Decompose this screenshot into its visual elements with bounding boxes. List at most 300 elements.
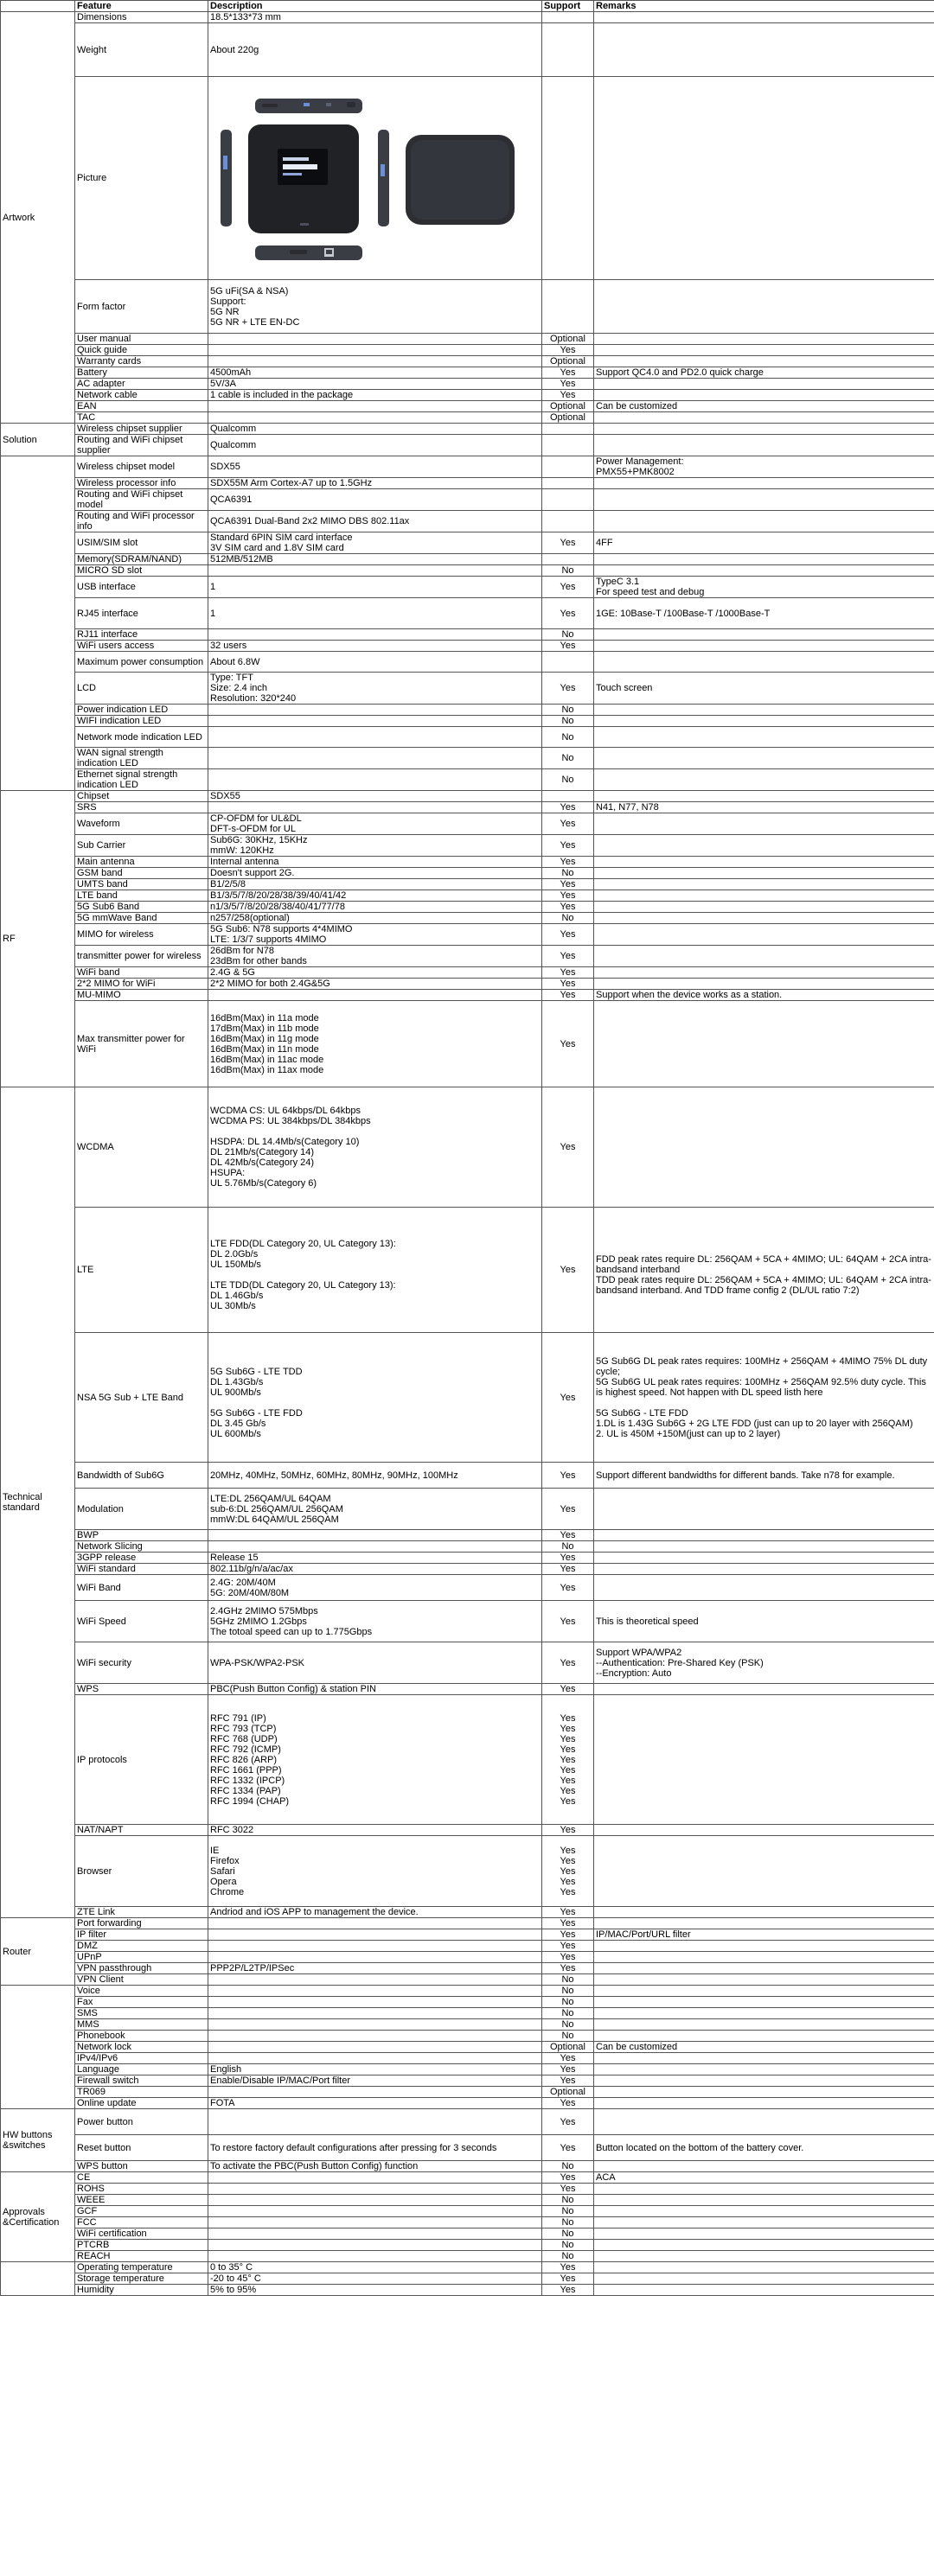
description-cell <box>208 2184 542 2195</box>
table-row <box>1 2008 934 2019</box>
description-cell: 5G Sub6: N78 supports 4*4MIMO LTE: 1/3/7 supports 4MIMO <box>208 924 542 946</box>
feature-cell: Wireless chipset supplier <box>75 424 208 435</box>
feature-cell: Browser <box>75 1836 208 1907</box>
remarks-cell <box>594 2273 934 2285</box>
table-row <box>1 1997 934 2008</box>
description-cell <box>208 2206 542 2217</box>
header-feature: Feature <box>75 1 208 12</box>
feature-cell: VPN passthrough <box>75 1963 208 1974</box>
support-cell <box>542 511 594 532</box>
table-row <box>1 2217 934 2228</box>
table-row <box>1 1963 934 1974</box>
description-cell: About 220g <box>208 23 542 77</box>
remarks-cell <box>594 565 934 577</box>
table-row <box>1 1836 934 1907</box>
support-cell: Yes <box>542 1489 594 1530</box>
table-row <box>1 652 934 673</box>
description-cell <box>208 1974 542 1986</box>
header-description: Description <box>208 1 542 12</box>
support-cell: No <box>542 2008 594 2019</box>
description-cell: Release 15 <box>208 1553 542 1564</box>
category-cell: Solution <box>1 424 75 456</box>
description-cell: 512MB/512MB <box>208 554 542 565</box>
description-cell: RFC 3022 <box>208 1825 542 1836</box>
remarks-cell <box>594 2053 934 2064</box>
support-cell: Yes <box>542 2262 594 2273</box>
table-row <box>1 435 934 456</box>
description-cell: FOTA <box>208 2098 542 2109</box>
description-cell: Qualcomm <box>208 424 542 435</box>
support-cell: Yes <box>542 641 594 652</box>
remarks-cell <box>594 424 934 435</box>
table-row <box>1 23 934 77</box>
feature-cell: Power button <box>75 2109 208 2135</box>
description-cell <box>208 727 542 748</box>
remarks-cell: 5G Sub6G DL peak rates requires: 100MHz + 256QAM + 4MIMO 75% DL duty cycle; 5G Sub6G UL peak rates requires: 100MHz + 256QAM 92.5% duty cycle. This is highest speed. Not happen with DL speed listh here 5G Sub6G - LTE FDD 1.DL is 1.43G Sub6G + 2G LTE FDD (just can up to 20 layer with 256QAM) 2. UL is 450M +150M(just can up to 2 layer) <box>594 1333 934 1463</box>
feature-cell: Warranty cards <box>75 356 208 367</box>
remarks-cell <box>594 1941 934 1952</box>
table-row <box>1 412 934 424</box>
feature-cell: 3GPP release <box>75 1553 208 1564</box>
remarks-cell <box>594 652 934 673</box>
table-row <box>1 2042 934 2053</box>
table-row <box>1 77 934 280</box>
feature-cell: Humidity <box>75 2285 208 2296</box>
description-cell: 2.4G: 20M/40M 5G: 20M/40M/80M <box>208 1575 542 1601</box>
table-row <box>1 857 934 868</box>
remarks-cell <box>594 835 934 857</box>
feature-cell: WAN signal strength indication LED <box>75 748 208 769</box>
remarks-cell <box>594 1553 934 1564</box>
support-cell: Yes <box>542 1564 594 1575</box>
description-cell: PPP2P/L2TP/IPSec <box>208 1963 542 1974</box>
support-cell <box>542 478 594 489</box>
description-cell: 2*2 MIMO for both 2.4G&5G <box>208 979 542 990</box>
support-cell: No <box>542 2019 594 2031</box>
remarks-cell <box>594 2251 934 2262</box>
support-cell: Yes <box>542 1907 594 1918</box>
support-cell: No <box>542 913 594 924</box>
support-cell: Yes <box>542 345 594 356</box>
feature-cell: Form factor <box>75 280 208 334</box>
remarks-cell <box>594 1684 934 1695</box>
feature-cell: Storage temperature <box>75 2273 208 2285</box>
table-row <box>1 1825 934 1836</box>
feature-cell: Bandwidth of Sub6G <box>75 1463 208 1489</box>
description-cell: Qualcomm <box>208 435 542 456</box>
table-row <box>1 1918 934 1929</box>
remarks-cell <box>594 1695 934 1825</box>
remarks-cell <box>594 280 934 334</box>
support-cell <box>542 456 594 478</box>
remarks-cell <box>594 2064 934 2075</box>
description-cell: 5G Sub6G - LTE TDD DL 1.43Gb/s UL 900Mb/s 5G Sub6G - LTE FDD DL 3.45 Gb/s UL 600Mb/s <box>208 1333 542 1463</box>
support-cell: Yes <box>542 673 594 705</box>
remarks-cell: ACA <box>594 2172 934 2184</box>
table-row <box>1 1001 934 1087</box>
table-row <box>1 2228 934 2240</box>
feature-cell: WPS <box>75 1684 208 1695</box>
description-cell <box>208 401 542 412</box>
feature-cell: LTE <box>75 1208 208 1333</box>
category-cell: Artwork <box>1 12 75 424</box>
remarks-cell <box>594 1087 934 1208</box>
table-row <box>1 1553 934 1564</box>
remarks-cell <box>594 2019 934 2031</box>
feature-cell: LTE band <box>75 890 208 902</box>
support-cell: No <box>542 1986 594 1997</box>
feature-cell: NAT/NAPT <box>75 1825 208 1836</box>
description-cell <box>208 345 542 356</box>
support-cell: Optional <box>542 401 594 412</box>
description-cell <box>208 2008 542 2019</box>
support-cell: Yes <box>542 1333 594 1463</box>
description-cell <box>208 2053 542 2064</box>
feature-cell: MIMO for wireless <box>75 924 208 946</box>
description-cell <box>208 705 542 716</box>
description-cell: SDX55 <box>208 456 542 478</box>
description-cell: Internal antenna <box>208 857 542 868</box>
table-row <box>1 1929 934 1941</box>
category-cell <box>1 1986 75 2109</box>
description-cell: Doesn't support 2G. <box>208 868 542 879</box>
support-cell: Yes <box>542 2273 594 2285</box>
remarks-cell <box>594 1907 934 1918</box>
description-cell <box>208 2109 542 2135</box>
support-cell: Yes <box>542 1918 594 1929</box>
support-cell: Yes <box>542 802 594 813</box>
table-row <box>1 2109 934 2135</box>
support-cell: Optional <box>542 412 594 424</box>
feature-cell: 5G Sub6 Band <box>75 902 208 913</box>
support-cell: Yes <box>542 979 594 990</box>
table-row <box>1 2135 934 2161</box>
feature-cell: ZTE Link <box>75 1907 208 1918</box>
remarks-cell <box>594 1952 934 1963</box>
feature-cell: Port forwarding <box>75 1918 208 1929</box>
feature-cell: IP protocols <box>75 1695 208 1825</box>
description-cell <box>208 1541 542 1553</box>
feature-cell: SRS <box>75 802 208 813</box>
remarks-cell: 4FF <box>594 532 934 554</box>
remarks-cell <box>594 2087 934 2098</box>
description-cell <box>208 2087 542 2098</box>
category-cell: Technical standard <box>1 1087 75 1918</box>
feature-cell: REACH <box>75 2251 208 2262</box>
table-row <box>1 2075 934 2087</box>
support-cell: No <box>542 769 594 791</box>
table-row <box>1 924 934 946</box>
remarks-cell <box>594 1974 934 1986</box>
support-cell: No <box>542 1541 594 1553</box>
feature-cell: WIFI indication LED <box>75 716 208 727</box>
remarks-cell <box>594 727 934 748</box>
table-row <box>1 1333 934 1463</box>
description-cell <box>208 1929 542 1941</box>
support-cell: Yes <box>542 902 594 913</box>
remarks-cell <box>594 2075 934 2087</box>
support-cell: Yes <box>542 1825 594 1836</box>
remarks-cell: Support when the device works as a station. <box>594 990 934 1001</box>
description-cell: 2.4G & 5G <box>208 967 542 979</box>
feature-cell: Power indication LED <box>75 705 208 716</box>
support-cell: No <box>542 629 594 641</box>
feature-cell: BWP <box>75 1530 208 1541</box>
feature-cell: VPN Client <box>75 1974 208 1986</box>
description-cell: 5V/3A <box>208 379 542 390</box>
description-cell: SDX55 <box>208 791 542 802</box>
description-cell: Type: TFT Size: 2.4 inch Resolution: 320*240 <box>208 673 542 705</box>
feature-cell: IPv4/IPv6 <box>75 2053 208 2064</box>
feature-cell: WiFi security <box>75 1642 208 1684</box>
remarks-cell: Can be customized <box>594 401 934 412</box>
feature-cell: Memory(SDRAM/NAND) <box>75 554 208 565</box>
table-row <box>1 913 934 924</box>
table-row <box>1 2161 934 2172</box>
support-cell: Yes <box>542 1575 594 1601</box>
header-remarks: Remarks <box>594 1 934 12</box>
table-row <box>1 424 934 435</box>
feature-cell: RJ11 interface <box>75 629 208 641</box>
feature-cell: Operating temperature <box>75 2262 208 2273</box>
table-row <box>1 2195 934 2206</box>
support-cell: No <box>542 2206 594 2217</box>
description-cell: B1/3/5/7/8/20/28/38/39/40/41/42 <box>208 890 542 902</box>
description-cell <box>208 1530 542 1541</box>
feature-cell: Network Slicing <box>75 1541 208 1553</box>
remarks-cell: Power Management: PMX55+PMK8002 <box>594 456 934 478</box>
description-cell: 5% to 95% <box>208 2285 542 2296</box>
remarks-cell <box>594 1564 934 1575</box>
feature-cell: MU-MIMO <box>75 990 208 1001</box>
remarks-cell <box>594 489 934 511</box>
description-cell: QCA6391 Dual-Band 2x2 MIMO DBS 802.11ax <box>208 511 542 532</box>
description-cell: QCA6391 <box>208 489 542 511</box>
table-row <box>1 1986 934 1997</box>
category-cell <box>1 2262 75 2296</box>
description-cell: 2.4GHz 2MIMO 575Mbps 5GHz 2MIMO 1.2Gbps The totoal speed can up to 1.775Gbps <box>208 1601 542 1642</box>
support-cell: Yes <box>542 1963 594 1974</box>
support-cell: No <box>542 705 594 716</box>
remarks-cell <box>594 390 934 401</box>
feature-cell: PTCRB <box>75 2240 208 2251</box>
feature-cell: Waveform <box>75 813 208 835</box>
remarks-cell <box>594 1489 934 1530</box>
description-cell: WCDMA CS: UL 64kbps/DL 64kbps WCDMA PS: UL 384kbps/DL 384kbps HSDPA: DL 14.4Mb/s(Category 10) DL 21Mb/s(Category 14) DL 42Mb/s(Category 24) HSUPA: UL 5.76Mb/s(Category 6) <box>208 1087 542 1208</box>
description-cell <box>208 2042 542 2053</box>
table-row <box>1 1907 934 1918</box>
support-cell: Yes Yes Yes Yes Yes <box>542 1836 594 1907</box>
description-cell <box>208 2217 542 2228</box>
support-cell <box>542 77 594 280</box>
description-cell: 20MHz, 40MHz, 50MHz, 60MHz, 80MHz, 90MHz, 100MHz <box>208 1463 542 1489</box>
category-cell: HW buttons &switches <box>1 2109 75 2172</box>
feature-cell: IP filter <box>75 1929 208 1941</box>
description-cell: English <box>208 2064 542 2075</box>
feature-cell: Routing and WiFi chipset supplier <box>75 435 208 456</box>
support-cell: Yes <box>542 2064 594 2075</box>
table-row <box>1 902 934 913</box>
remarks-cell <box>594 1836 934 1907</box>
description-cell <box>208 2251 542 2262</box>
table-row <box>1 1208 934 1333</box>
remarks-cell <box>594 2240 934 2251</box>
table-row <box>1 2031 934 2042</box>
table-row <box>1 1684 934 1695</box>
remarks-cell <box>594 705 934 716</box>
table-row <box>1 2184 934 2195</box>
device-front-view <box>248 124 359 233</box>
table-row <box>1 1530 934 1541</box>
table-row <box>1 2172 934 2184</box>
table-row <box>1 748 934 769</box>
support-cell: No <box>542 2217 594 2228</box>
remarks-cell <box>594 2262 934 2273</box>
remarks-cell <box>594 2031 934 2042</box>
table-row <box>1 673 934 705</box>
feature-cell: UMTS band <box>75 879 208 890</box>
description-cell: SDX55M Arm Cortex-A7 up to 1.5GHz <box>208 478 542 489</box>
table-row <box>1 356 934 367</box>
table-row <box>1 791 934 802</box>
feature-cell: Wireless processor info <box>75 478 208 489</box>
remarks-cell <box>594 979 934 990</box>
feature-cell: Quick guide <box>75 345 208 356</box>
remarks-cell <box>594 2098 934 2109</box>
support-cell <box>542 435 594 456</box>
table-row <box>1 879 934 890</box>
support-cell: Yes <box>542 1684 594 1695</box>
table-row <box>1 2285 934 2296</box>
description-cell <box>208 802 542 813</box>
table-row <box>1 1974 934 1986</box>
description-cell <box>208 1952 542 1963</box>
support-cell: No <box>542 2161 594 2172</box>
remarks-cell <box>594 769 934 791</box>
description-cell <box>208 629 542 641</box>
feature-cell: EAN <box>75 401 208 412</box>
remarks-cell <box>594 12 934 23</box>
remarks-cell <box>594 902 934 913</box>
support-cell: Yes <box>542 577 594 598</box>
device-back-view <box>406 135 515 225</box>
support-cell <box>542 424 594 435</box>
table-row <box>1 1695 934 1825</box>
table-row <box>1 716 934 727</box>
remarks-cell: 1GE: 10Base-T /100Base-T /1000Base-T <box>594 598 934 629</box>
feature-cell: Network lock <box>75 2042 208 2053</box>
remarks-cell <box>594 890 934 902</box>
description-cell: 5G uFi(SA & NSA) Support: 5G NR 5G NR + LTE EN-DC <box>208 280 542 334</box>
table-row <box>1 532 934 554</box>
feature-cell: 2*2 MIMO for WiFi <box>75 979 208 990</box>
support-cell: Yes <box>542 946 594 967</box>
description-cell: IE Firefox Safari Opera Chrome <box>208 1836 542 1907</box>
remarks-cell <box>594 2217 934 2228</box>
feature-cell: RJ45 interface <box>75 598 208 629</box>
table-row <box>1 769 934 791</box>
support-cell: Yes <box>542 2075 594 2087</box>
remarks-cell <box>594 2184 934 2195</box>
table-row <box>1 705 934 716</box>
support-cell: No <box>542 2031 594 2042</box>
feature-cell: Fax <box>75 1997 208 2008</box>
feature-cell: USIM/SIM slot <box>75 532 208 554</box>
feature-cell: GCF <box>75 2206 208 2217</box>
support-cell: Yes <box>542 1001 594 1087</box>
description-cell <box>208 1986 542 1997</box>
description-cell: RFC 791 (IP) RFC 793 (TCP) RFC 768 (UDP) RFC 792 (ICMP) RFC 826 (ARP) RFC 1661 (PPP) RFC 1332 (IPCP) RFC 1334 (PAP) RFC 1994 (CHAP) <box>208 1695 542 1825</box>
support-cell <box>542 280 594 334</box>
feature-cell: Network mode indication LED <box>75 727 208 748</box>
description-cell: 26dBm for N78 23dBm for other bands <box>208 946 542 967</box>
remarks-cell <box>594 857 934 868</box>
remarks-cell <box>594 924 934 946</box>
feature-cell: Weight <box>75 23 208 77</box>
table-row <box>1 2053 934 2064</box>
description-cell <box>208 748 542 769</box>
feature-cell: WiFi standard <box>75 1564 208 1575</box>
feature-cell: Max transmitter power for WiFi <box>75 1001 208 1087</box>
remarks-cell <box>594 2228 934 2240</box>
remarks-cell <box>594 2195 934 2206</box>
category-cell: RF <box>1 791 75 1087</box>
support-cell: Yes <box>542 879 594 890</box>
device-bottom-view <box>255 245 362 260</box>
support-cell: Yes <box>542 598 594 629</box>
feature-cell: GSM band <box>75 868 208 879</box>
remarks-cell <box>594 813 934 835</box>
support-cell: Yes <box>542 1642 594 1684</box>
feature-cell: User manual <box>75 334 208 345</box>
description-cell: CP-OFDM for UL&DL DFT-s-OFDM for UL <box>208 813 542 835</box>
description-cell <box>208 2240 542 2251</box>
support-cell: No <box>542 748 594 769</box>
support-cell: Yes <box>542 2053 594 2064</box>
remarks-cell <box>594 412 934 424</box>
description-cell: About 6.8W <box>208 652 542 673</box>
support-cell: Yes <box>542 1553 594 1564</box>
remarks-cell <box>594 748 934 769</box>
feature-cell: UPnP <box>75 1952 208 1963</box>
feature-cell: 5G mmWave Band <box>75 913 208 924</box>
table-row <box>1 2087 934 2098</box>
description-cell <box>208 2228 542 2240</box>
support-cell <box>542 12 594 23</box>
description-cell <box>208 2019 542 2031</box>
feature-cell: MMS <box>75 2019 208 2031</box>
feature-cell: ROHS <box>75 2184 208 2195</box>
remarks-cell <box>594 967 934 979</box>
table-row <box>1 868 934 879</box>
remarks-cell <box>594 435 934 456</box>
remarks-cell <box>594 478 934 489</box>
description-cell: 16dBm(Max) in 11a mode 17dBm(Max) in 11b mode 16dBm(Max) in 11g mode 16dBm(Max) in 11n mode 16dBm(Max) in 11ac mode 16dBm(Max) in 11ax mode <box>208 1001 542 1087</box>
feature-cell: Battery <box>75 367 208 379</box>
feature-cell: NSA 5G Sub + LTE Band <box>75 1333 208 1463</box>
remarks-cell <box>594 511 934 532</box>
description-cell <box>208 716 542 727</box>
support-cell: No <box>542 716 594 727</box>
table-row <box>1 367 934 379</box>
category-cell <box>1 456 75 791</box>
description-cell: 32 users <box>208 641 542 652</box>
table-row <box>1 990 934 1001</box>
table-row <box>1 2019 934 2031</box>
spec-table-body <box>1 12 934 2296</box>
table-row <box>1 802 934 813</box>
support-cell <box>542 791 594 802</box>
